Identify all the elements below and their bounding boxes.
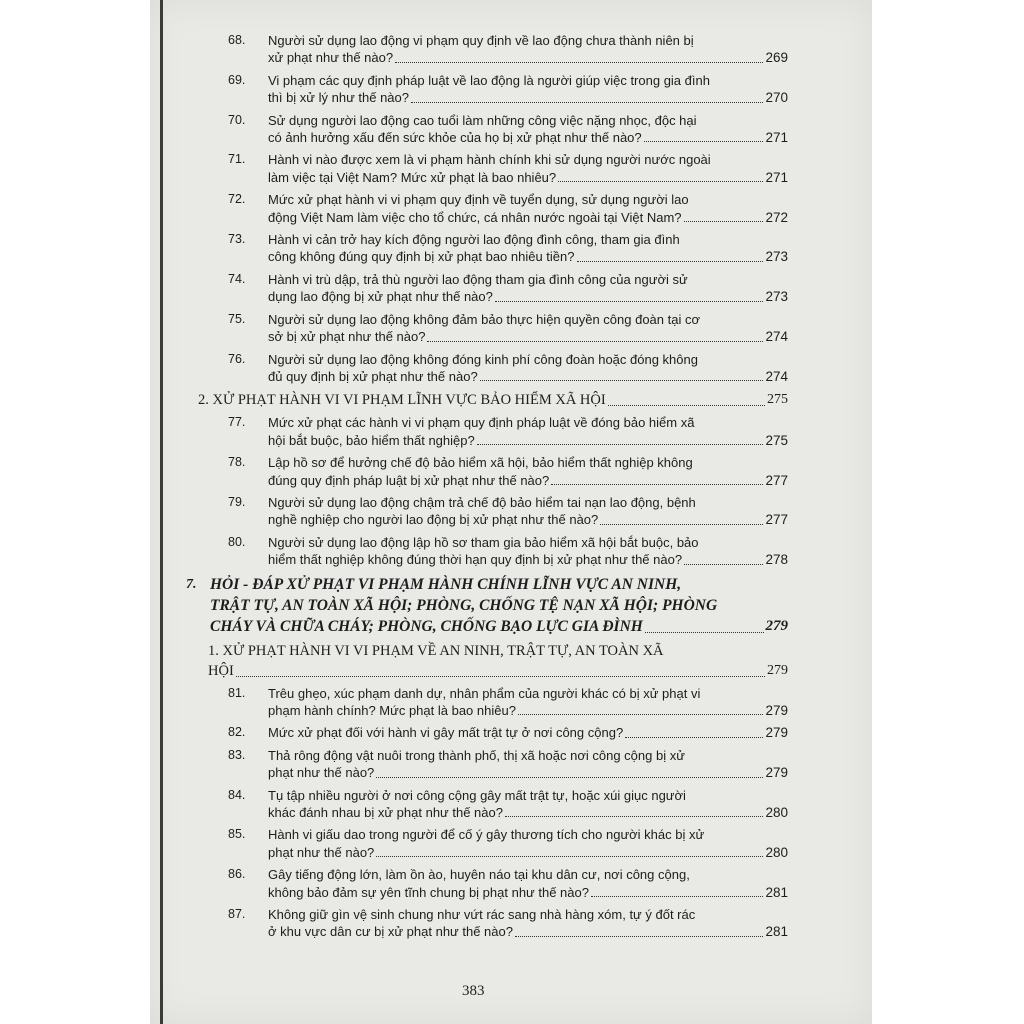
toc-entry-page: 277 [765, 512, 788, 528]
toc-group-labor [228, 32, 788, 385]
toc-entry-text: xử phạt như thế nào? [268, 50, 394, 66]
toc-entry-page: 279 [765, 765, 788, 781]
toc-entry-page: 280 [765, 805, 788, 820]
toc-entry [228, 454, 788, 489]
toc-group-public-order [228, 685, 788, 941]
toc-entry-body [268, 414, 788, 449]
toc-entry [228, 231, 788, 266]
leader-dots [505, 816, 763, 817]
toc-entry-page: 273 [765, 249, 788, 265]
toc-entry-page: 277 [765, 472, 788, 488]
toc-entry-body [268, 906, 788, 941]
toc-entry-number: 84. [228, 787, 246, 802]
toc-entry-number: 80. [228, 534, 246, 549]
toc-entry-page: 273 [765, 289, 788, 305]
toc-section-2-line [198, 390, 788, 410]
toc-entry-page: 279 [765, 725, 788, 741]
toc-group-social-insurance [228, 414, 788, 568]
leader-dots [645, 632, 764, 633]
toc-section-1-line-2-text: HỘI [208, 662, 234, 679]
toc-entry-body [268, 534, 788, 569]
toc-entry-text: sở bị xử phạt như thế nào? [268, 329, 426, 345]
toc-chapter-7-line-1: HỎI - ĐÁP XỬ PHẠT VI PHẠM HÀNH CHÍNH LĨNH VỰC AN NINH, [210, 575, 682, 593]
toc-entry-last-line [268, 923, 788, 940]
leader-dots [644, 141, 764, 142]
toc-entry-text: khác đánh nhau bị xử phạt như thế nào? [268, 805, 503, 820]
toc-entry-text: không bảo đảm sự yên tĩnh chung bị phạt như thế nào? [268, 884, 589, 900]
leader-dots [684, 564, 763, 565]
toc-entry-text: Thả rông động vật nuôi trong thành phố, thị xã hoặc nơi công cộng bị xử [268, 747, 685, 763]
toc-section-1 [208, 641, 788, 681]
toc-section-1-page: 279 [767, 662, 788, 678]
leader-dots [411, 102, 763, 103]
toc-entry-number: 83. [228, 747, 246, 762]
toc-entry-number: 85. [228, 827, 246, 842]
toc-entry-text: Người sử dụng lao động chậm trả chế độ bảo hiểm tai nạn lao động, bệnh [268, 494, 696, 510]
leader-dots [577, 261, 764, 262]
leader-dots [625, 737, 763, 738]
toc-entry-number: 81. [228, 685, 246, 700]
toc-entry-text: hội bắt buộc, bảo hiểm thất nghiệp? [268, 432, 475, 448]
toc-entry-text: ở khu vực dân cư bị xử phạt như thế nào? [268, 924, 513, 940]
toc-entry [228, 72, 788, 107]
toc-entry-body [268, 826, 788, 861]
toc-entry-text: Hành vi cản trở hay kích động người lao động đình công, tham gia đình [268, 232, 680, 248]
toc-entry-page: 274 [765, 329, 788, 345]
leader-dots [495, 301, 764, 302]
toc-entry [228, 787, 788, 822]
toc-entry-text: đủ quy định bị xử phạt như thế nào? [268, 368, 478, 384]
toc-entry-number: 79. [228, 494, 246, 509]
toc-chapter-7-line-2: TRẬT TỰ, AN TOÀN XÃ HỘI; PHÒNG, CHỐNG TỆ NẠN XÃ HỘI; PHÒNG [210, 596, 718, 614]
toc-entry-text: Sử dụng người lao động cao tuổi làm những công việc nặng nhọc, độc hại [268, 112, 697, 128]
toc-entry-body [268, 271, 788, 306]
toc-entry-text: Hành vi nào được xem là vi phạm hành chính khi sử dụng người nước ngoài [268, 152, 711, 168]
toc-entry-text: làm việc tại Việt Nam? Mức xử phạt là bao nhiêu? [268, 169, 557, 185]
table-of-contents [186, 32, 788, 946]
toc-entry-number: 70. [228, 112, 246, 127]
leader-dots [608, 405, 765, 406]
leader-dots [236, 676, 765, 677]
toc-entry [228, 826, 788, 861]
toc-entry-body [268, 494, 788, 529]
toc-entry-text: hiểm thất nghiệp không đúng thời hạn quy định bị xử phạt như thế nào? [268, 552, 683, 568]
toc-entry-text: động Việt Nam làm việc cho tổ chức, cá nhân nước ngoài tại Việt Nam? [268, 209, 682, 225]
toc-entry-text: công không đúng quy định bị xử phạt bao nhiêu tiền? [268, 249, 575, 265]
toc-entry-page: 278 [765, 552, 788, 568]
leader-dots [376, 777, 763, 778]
toc-entry-last-line [268, 169, 788, 186]
toc-entry-last-line [268, 511, 788, 528]
toc-entry-text: Gây tiếng động lớn, làm ồn ào, huyên náo tại khu dân cư, nơi công cộng, [268, 867, 690, 883]
toc-section-1-line-2 [208, 661, 788, 681]
toc-entry-text: phạm hành chính? Mức phạt là bao nhiêu? [268, 702, 516, 718]
toc-entry-text: Vi phạm các quy định pháp luật về lao động là người giúp việc trong gia đình [268, 72, 710, 88]
toc-entry-page: 274 [765, 368, 788, 384]
toc-entry-body [268, 454, 788, 489]
toc-entry [228, 685, 788, 720]
toc-entry-number: 77. [228, 415, 246, 430]
toc-entry-page: 279 [765, 702, 788, 718]
toc-entry-page: 271 [765, 130, 788, 146]
toc-entry-last-line [268, 129, 788, 146]
toc-entry-text: Mức xử phạt các hành vi vi phạm quy định pháp luật về đóng bảo hiểm xã [268, 415, 695, 431]
leader-dots [518, 714, 764, 715]
toc-entry [228, 311, 788, 346]
toc-entry-text: Người sử dụng lao động không đóng kinh phí công đoàn hoặc đóng không [268, 351, 698, 367]
toc-chapter-7-line-3-text: CHÁY VÀ CHỮA CHÁY; PHÒNG, CHỐNG BẠO LỰC GIA ĐÌNH [210, 617, 643, 635]
toc-entry-text: phạt như thế nào? [268, 765, 375, 781]
toc-entry-number: 87. [228, 907, 246, 922]
toc-entry [228, 32, 788, 67]
toc-entry-page: 281 [765, 884, 788, 900]
toc-entry-number: 86. [228, 867, 246, 882]
toc-entry-number: 68. [228, 33, 246, 47]
toc-entry-text: nghề nghiệp cho người lao động bị xử phạt như thế nào? [268, 512, 599, 528]
toc-entry-page: 272 [765, 209, 788, 225]
toc-section-2-title: 2. XỬ PHẠT HÀNH VI VI PHẠM LĨNH VỰC BẢO HIỂM XÃ HỘI [198, 392, 606, 409]
toc-entry-number: 73. [228, 232, 246, 247]
leader-dots [480, 380, 764, 381]
toc-entry-text: Mức xử phạt đối với hành vi gây mất trật tự ở nơi công cộng? [268, 725, 624, 741]
toc-entry-number: 75. [228, 311, 246, 326]
toc-entry-last-line [268, 884, 788, 901]
toc-entry-last-line [268, 844, 788, 861]
toc-entry-text: có ảnh hưởng xấu đến sức khỏe của họ bị xử phạt như thế nào? [268, 130, 642, 146]
toc-entry-page: 275 [765, 432, 788, 448]
toc-entry-body [268, 685, 788, 720]
toc-entry-body [268, 747, 788, 782]
toc-section-2-page: 275 [767, 392, 788, 408]
toc-entry-number: 74. [228, 271, 246, 286]
toc-entry-body [268, 151, 788, 186]
toc-entry-text: Mức xử phạt hành vi vi phạm quy định về tuyển dụng, sử dụng người lao [268, 192, 689, 208]
toc-chapter-7-line-3 [210, 616, 788, 637]
toc-entry-body [268, 231, 788, 266]
leader-dots [684, 221, 764, 222]
toc-entry-text: Hành vi trù dập, trả thù người lao động tham gia đình công của người sử [268, 271, 688, 287]
toc-entry-body [268, 32, 788, 67]
toc-entry-text: dụng lao động bị xử phạt như thế nào? [268, 289, 493, 305]
toc-entry-number: 82. [228, 725, 246, 740]
toc-entry-text: Người sử dụng lao động vi phạm quy định về lao động chưa thành niên bị [268, 33, 694, 48]
toc-entry [228, 414, 788, 449]
toc-entry-text: Lập hồ sơ để hưởng chế độ bảo hiểm xã hội, bảo hiểm thất nghiệp không [268, 455, 693, 471]
toc-entry-body [268, 311, 788, 346]
toc-entry-body [268, 866, 788, 901]
toc-chapter-7-number: 7. [186, 576, 197, 592]
leader-dots [477, 444, 764, 445]
toc-entry-last-line [268, 764, 788, 781]
toc-chapter-7-page: 279 [765, 617, 788, 634]
toc-entry-number: 78. [228, 455, 246, 470]
toc-entry-text: thì bị xử lý như thế nào? [268, 90, 409, 106]
toc-entry-last-line [268, 209, 788, 226]
toc-entry-page: 271 [765, 169, 788, 185]
toc-entry-last-line [268, 89, 788, 106]
toc-entry-text: Người sử dụng lao động lập hồ sơ tham gia bảo hiểm xã hội bắt buộc, bảo [268, 534, 699, 550]
leader-dots [395, 62, 763, 63]
toc-entry-body [268, 72, 788, 107]
toc-entry-text: Không giữ gìn vệ sinh chung như vứt rác sang nhà hàng xóm, tự ý đốt rác [268, 907, 696, 923]
toc-entry [228, 191, 788, 226]
toc-entry-last-line [268, 724, 788, 741]
leader-dots [558, 181, 763, 182]
toc-entry-number: 69. [228, 72, 246, 87]
toc-entry-last-line [268, 432, 788, 449]
toc-entry-number: 71. [228, 152, 246, 167]
page-number: 383 [462, 983, 485, 999]
toc-entry-body [268, 724, 788, 741]
toc-entry-body [268, 787, 788, 822]
toc-entry-number: 72. [228, 192, 246, 207]
toc-entry [228, 271, 788, 306]
toc-entry [228, 866, 788, 901]
toc-entry-last-line [268, 49, 788, 66]
toc-section-1-line-1: 1. XỬ PHẠT HÀNH VI VI PHẠM VỀ AN NINH, TRẬT TỰ, AN TOÀN XÃ [208, 642, 664, 659]
toc-entry [228, 534, 788, 569]
toc-entry-text: Trêu ghẹo, xúc phạm danh dự, nhân phẩm của người khác có bị xử phạt vi [268, 685, 701, 701]
toc-entry-number: 76. [228, 351, 246, 366]
toc-entry [228, 724, 788, 741]
toc-entry-text: đúng quy định pháp luật bị xử phạt như thế nào? [268, 472, 550, 488]
toc-entry-last-line [268, 368, 788, 385]
toc-entry-page: 280 [765, 844, 788, 860]
toc-entry [228, 906, 788, 941]
leader-dots [551, 484, 763, 485]
toc-entry-text: Tụ tập nhiều người ở nơi công cộng gây mất trật tự, hoặc xúi giục người [268, 787, 686, 803]
page-spine-shadow [160, 0, 163, 1024]
leader-dots [427, 341, 763, 342]
toc-entry-last-line [268, 702, 788, 719]
toc-entry-last-line [268, 248, 788, 265]
leader-dots [591, 896, 763, 897]
toc-entry-text: Hành vi giấu dao trong người để cố ý gây thương tích cho người khác bị xử [268, 827, 705, 843]
toc-entry [228, 151, 788, 186]
toc-entry-text: phạt như thế nào? [268, 844, 375, 860]
leader-dots [376, 856, 763, 857]
toc-entry-last-line [268, 288, 788, 305]
toc-entry-last-line [268, 472, 788, 489]
toc-entry-last-line [268, 551, 788, 568]
leader-dots [515, 936, 763, 937]
toc-entry-text: Người sử dụng lao động không đảm bảo thực hiện quyền công đoàn tại cơ [268, 311, 700, 327]
toc-entry-last-line [268, 328, 788, 345]
toc-section-2 [198, 390, 788, 410]
toc-entry-page: 269 [765, 50, 788, 66]
toc-entry [228, 351, 788, 386]
toc-entry-body [268, 191, 788, 226]
toc-entry-last-line [268, 804, 788, 821]
toc-entry-body [268, 112, 788, 147]
toc-entry-page: 281 [765, 924, 788, 940]
toc-entry [228, 112, 788, 147]
toc-entry-body [268, 351, 788, 386]
toc-chapter-7 [186, 574, 788, 637]
leader-dots [600, 524, 763, 525]
toc-entry [228, 747, 788, 782]
toc-entry-page: 270 [765, 90, 788, 106]
toc-entry [228, 494, 788, 529]
